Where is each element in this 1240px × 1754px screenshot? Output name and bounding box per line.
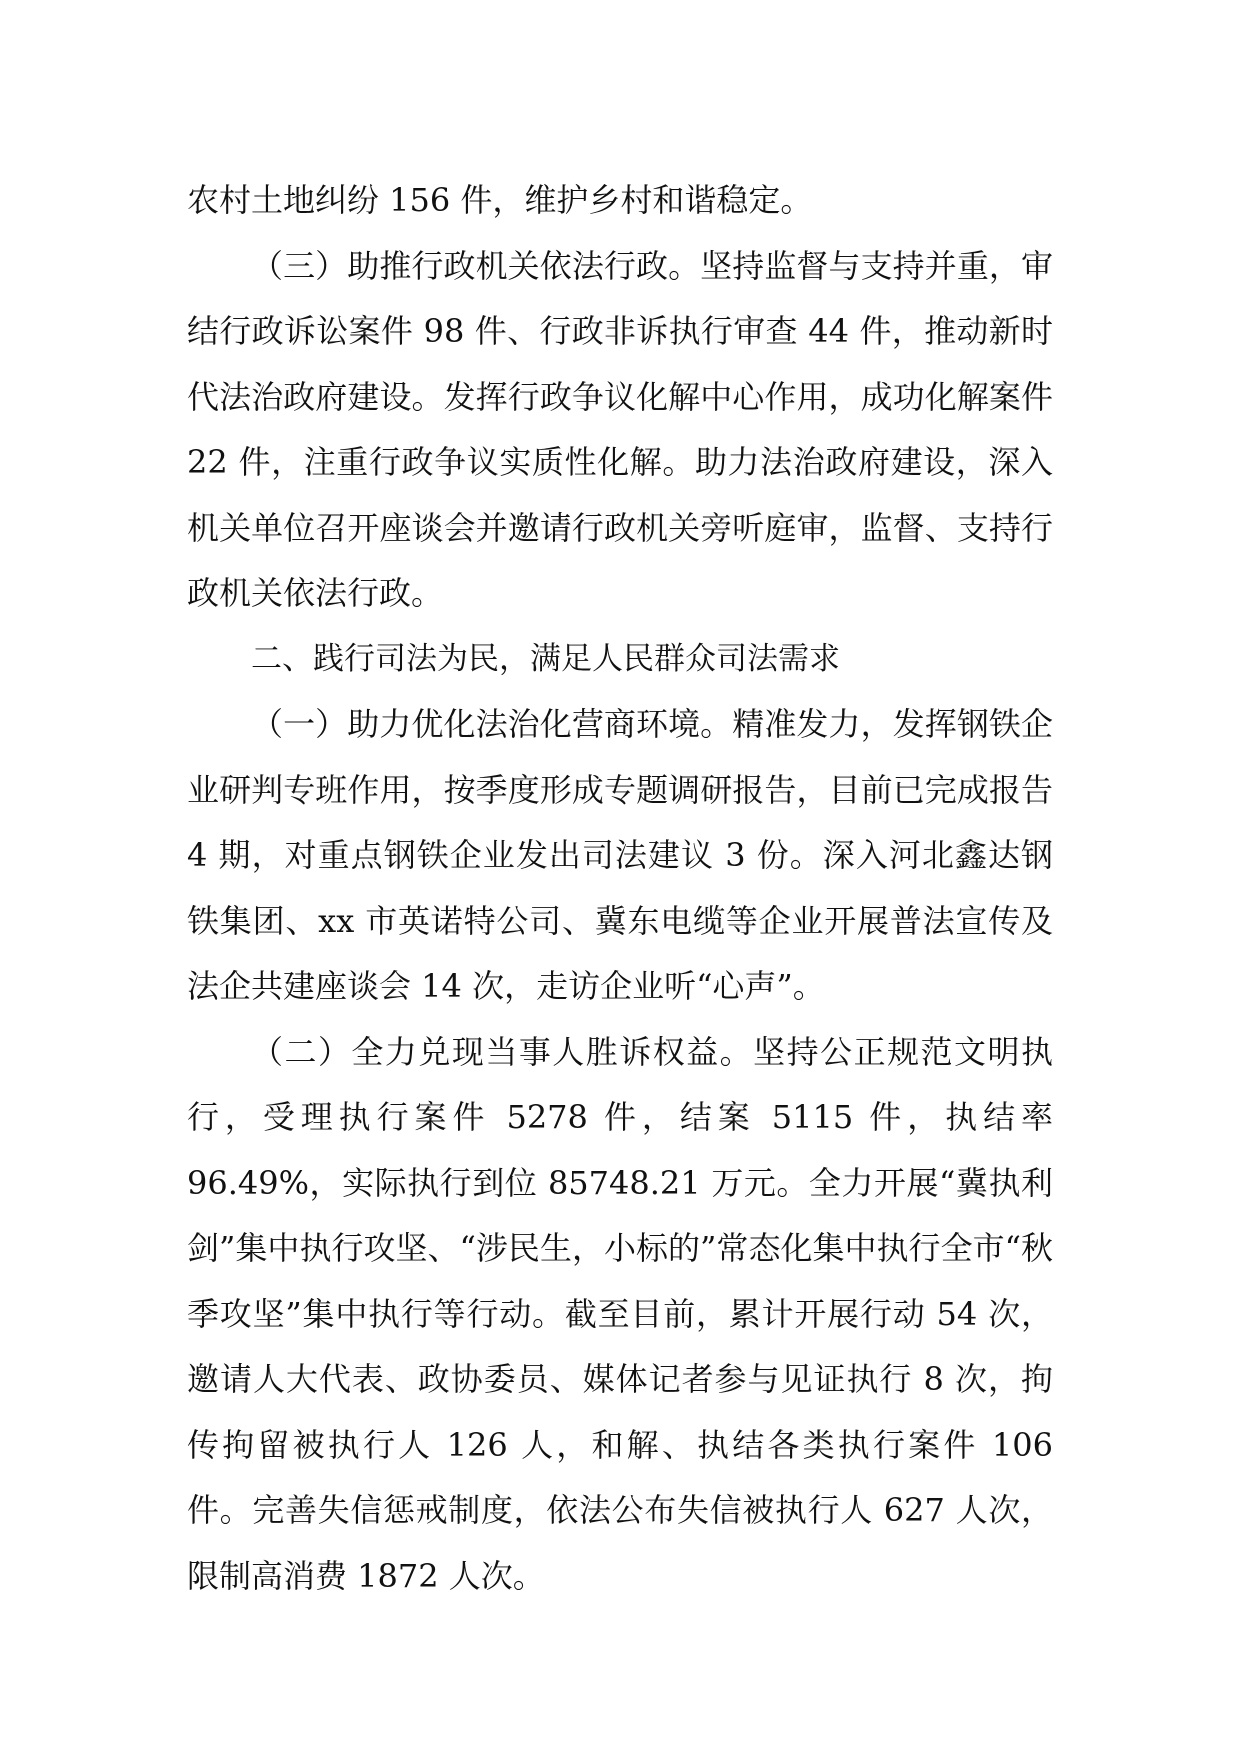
paragraph-enforcement: （二）全力兑现当事人胜诉权益。坚持公正规范文明执行，受理执行案件 5278 件，结案 5115 件，执结率 96.49%，实际执行到位 85748.21 万元。全力开展“冀执利剑”集中执行攻坚、“涉民生，小标的”常态化集中执行全市“秋季攻坚”集中执行等行动。截至目前，累计开展行动 54 次，邀请人大代表、政协委员、媒体记者参与见证执行 8 次，拘传拘留被执行人 126 人，和解、执结各类执行案件 106 件。完善失信惩戒制度，依法公布失信被执行人 627 人次，限制高消费 1872 人次。	[187, 1032, 1053, 1595]
paragraph-continuation: 农村土地纠纷 156 件，维护乡村和谐稳定。	[187, 181, 813, 219]
paragraph-business-environment: （一）助力优化法治化营商环境。精准发力，发挥钢铁企业研判专班作用，按季度形成专题调研报告，目前已完成报告 4 期，对重点钢铁企业发出司法建议 3 份。深入河北鑫达钢铁集团、xx 市英诺特公司、冀东电缆等企业开展普法宣传及法企共建座谈会 14 次，走访企业听“心声”。	[187, 705, 1053, 1005]
section-heading: 二、践行司法为民，满足人民群众司法需求	[251, 640, 840, 677]
document-body	[187, 168, 1053, 1609]
paragraph-administrative-law: （三）助推行政机关依法行政。坚持监督与支持并重，审结行政诉讼案件 98 件、行政非诉执行审查 44 件，推动新时代法治政府建设。发挥行政争议化解中心作用，成功化解案件 22 件，注重行政争议实质性化解。助力法治政府建设，深入机关单位召开座谈会并邀请行政机关旁听庭审，监督、支持行政机关依法行政。	[187, 246, 1053, 612]
